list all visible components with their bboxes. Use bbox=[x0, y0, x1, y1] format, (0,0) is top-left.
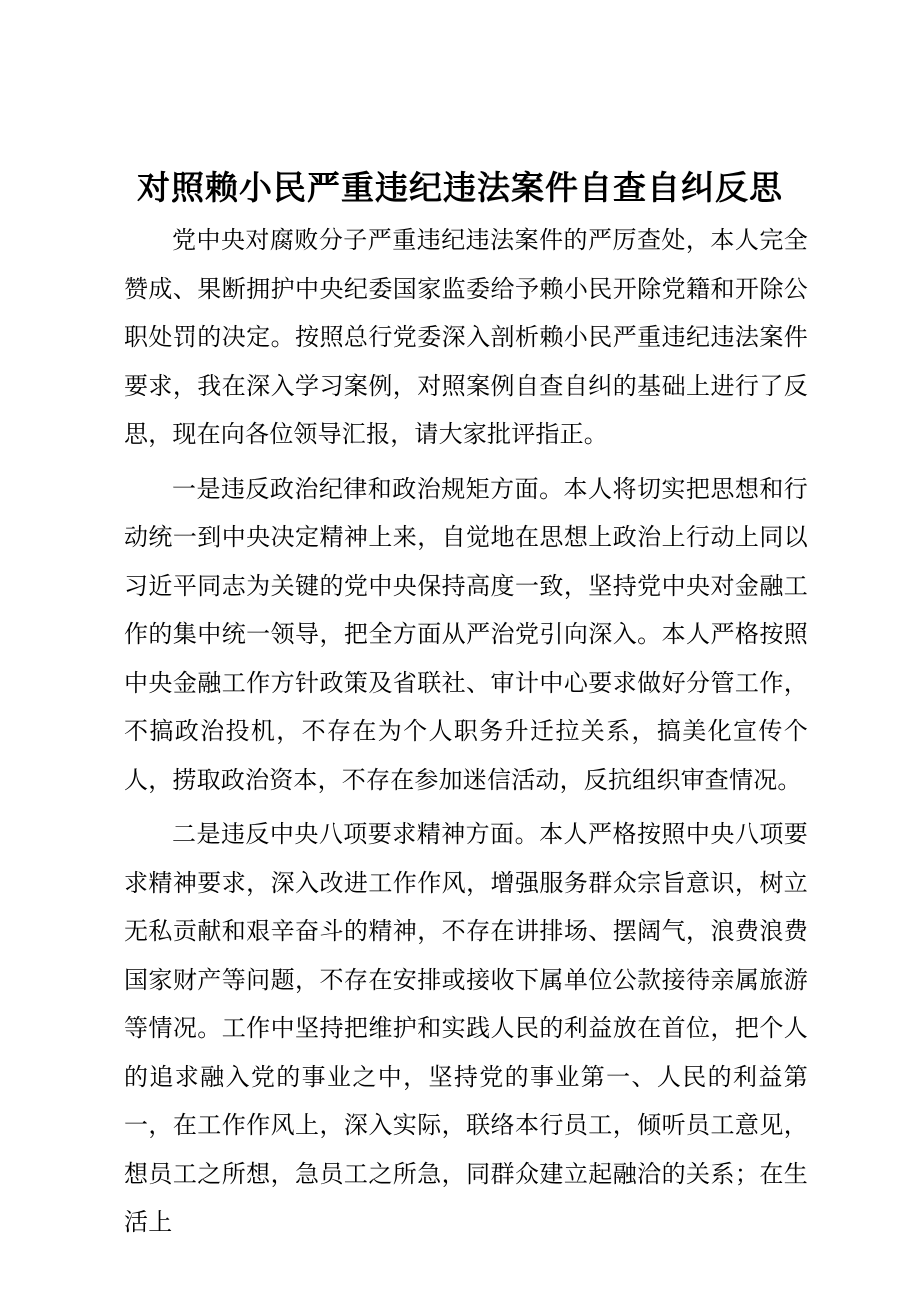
document-title: 对照赖小民严重违纪违法案件自查自纠反思 bbox=[137, 168, 783, 207]
paragraph-intro: 党中央对腐败分子严重违纪违法案件的严厉查处，本人完全赞成、果断拥护中央纪委国家监委给予赖小民开除党籍和开除公职处罚的决定。按照总行党委深入剖析赖小民严重违纪违法案件要求，我在深入学习案例，对照案例自查自纠的基础上进行了反思，现在向各位领导汇报，请大家批评指正。 bbox=[124, 226, 808, 448]
document-body bbox=[124, 216, 808, 1247]
paragraph-political-discipline: 一是违反政治纪律和政治规矩方面。本人将切实把思想和行动统一到中央决定精神上来，自觉地在思想上政治上行动上同以习近平同志为关键的党中央保持高度一致，坚持党中央对金融工作的集中统一领导，把全方面从严治党引向深入。本人严格按照中央金融工作方针政策及省联社、审计中心要求做好分管工作，不搞政治投机，不存在为个人职务升迁拉关系，搞美化宣传个人，捞取政治资本，不存在参加迷信活动，反抗组织审查情况。 bbox=[124, 474, 808, 794]
paragraph-eight-rules: 二是违反中央八项要求精神方面。本人严格按照中央八项要求精神要求，深入改进工作作风，增强服务群众宗旨意识，树立无私贡献和艰辛奋斗的精神，不存在讲排场、摆阔气，浪费浪费国家财产等问题，不存在安排或接收下属单位公款接待亲属旅游等情况。工作中坚持把维护和实践人民的利益放在首位，把个人的追求融入党的事业之中，坚持党的事业第一、人民的利益第一，在工作作风上，深入实际，联络本行员工，倾听员工意见，想员工之所想，急员工之所急，同群众建立起融洽的关系；在生活上 bbox=[124, 820, 808, 1236]
